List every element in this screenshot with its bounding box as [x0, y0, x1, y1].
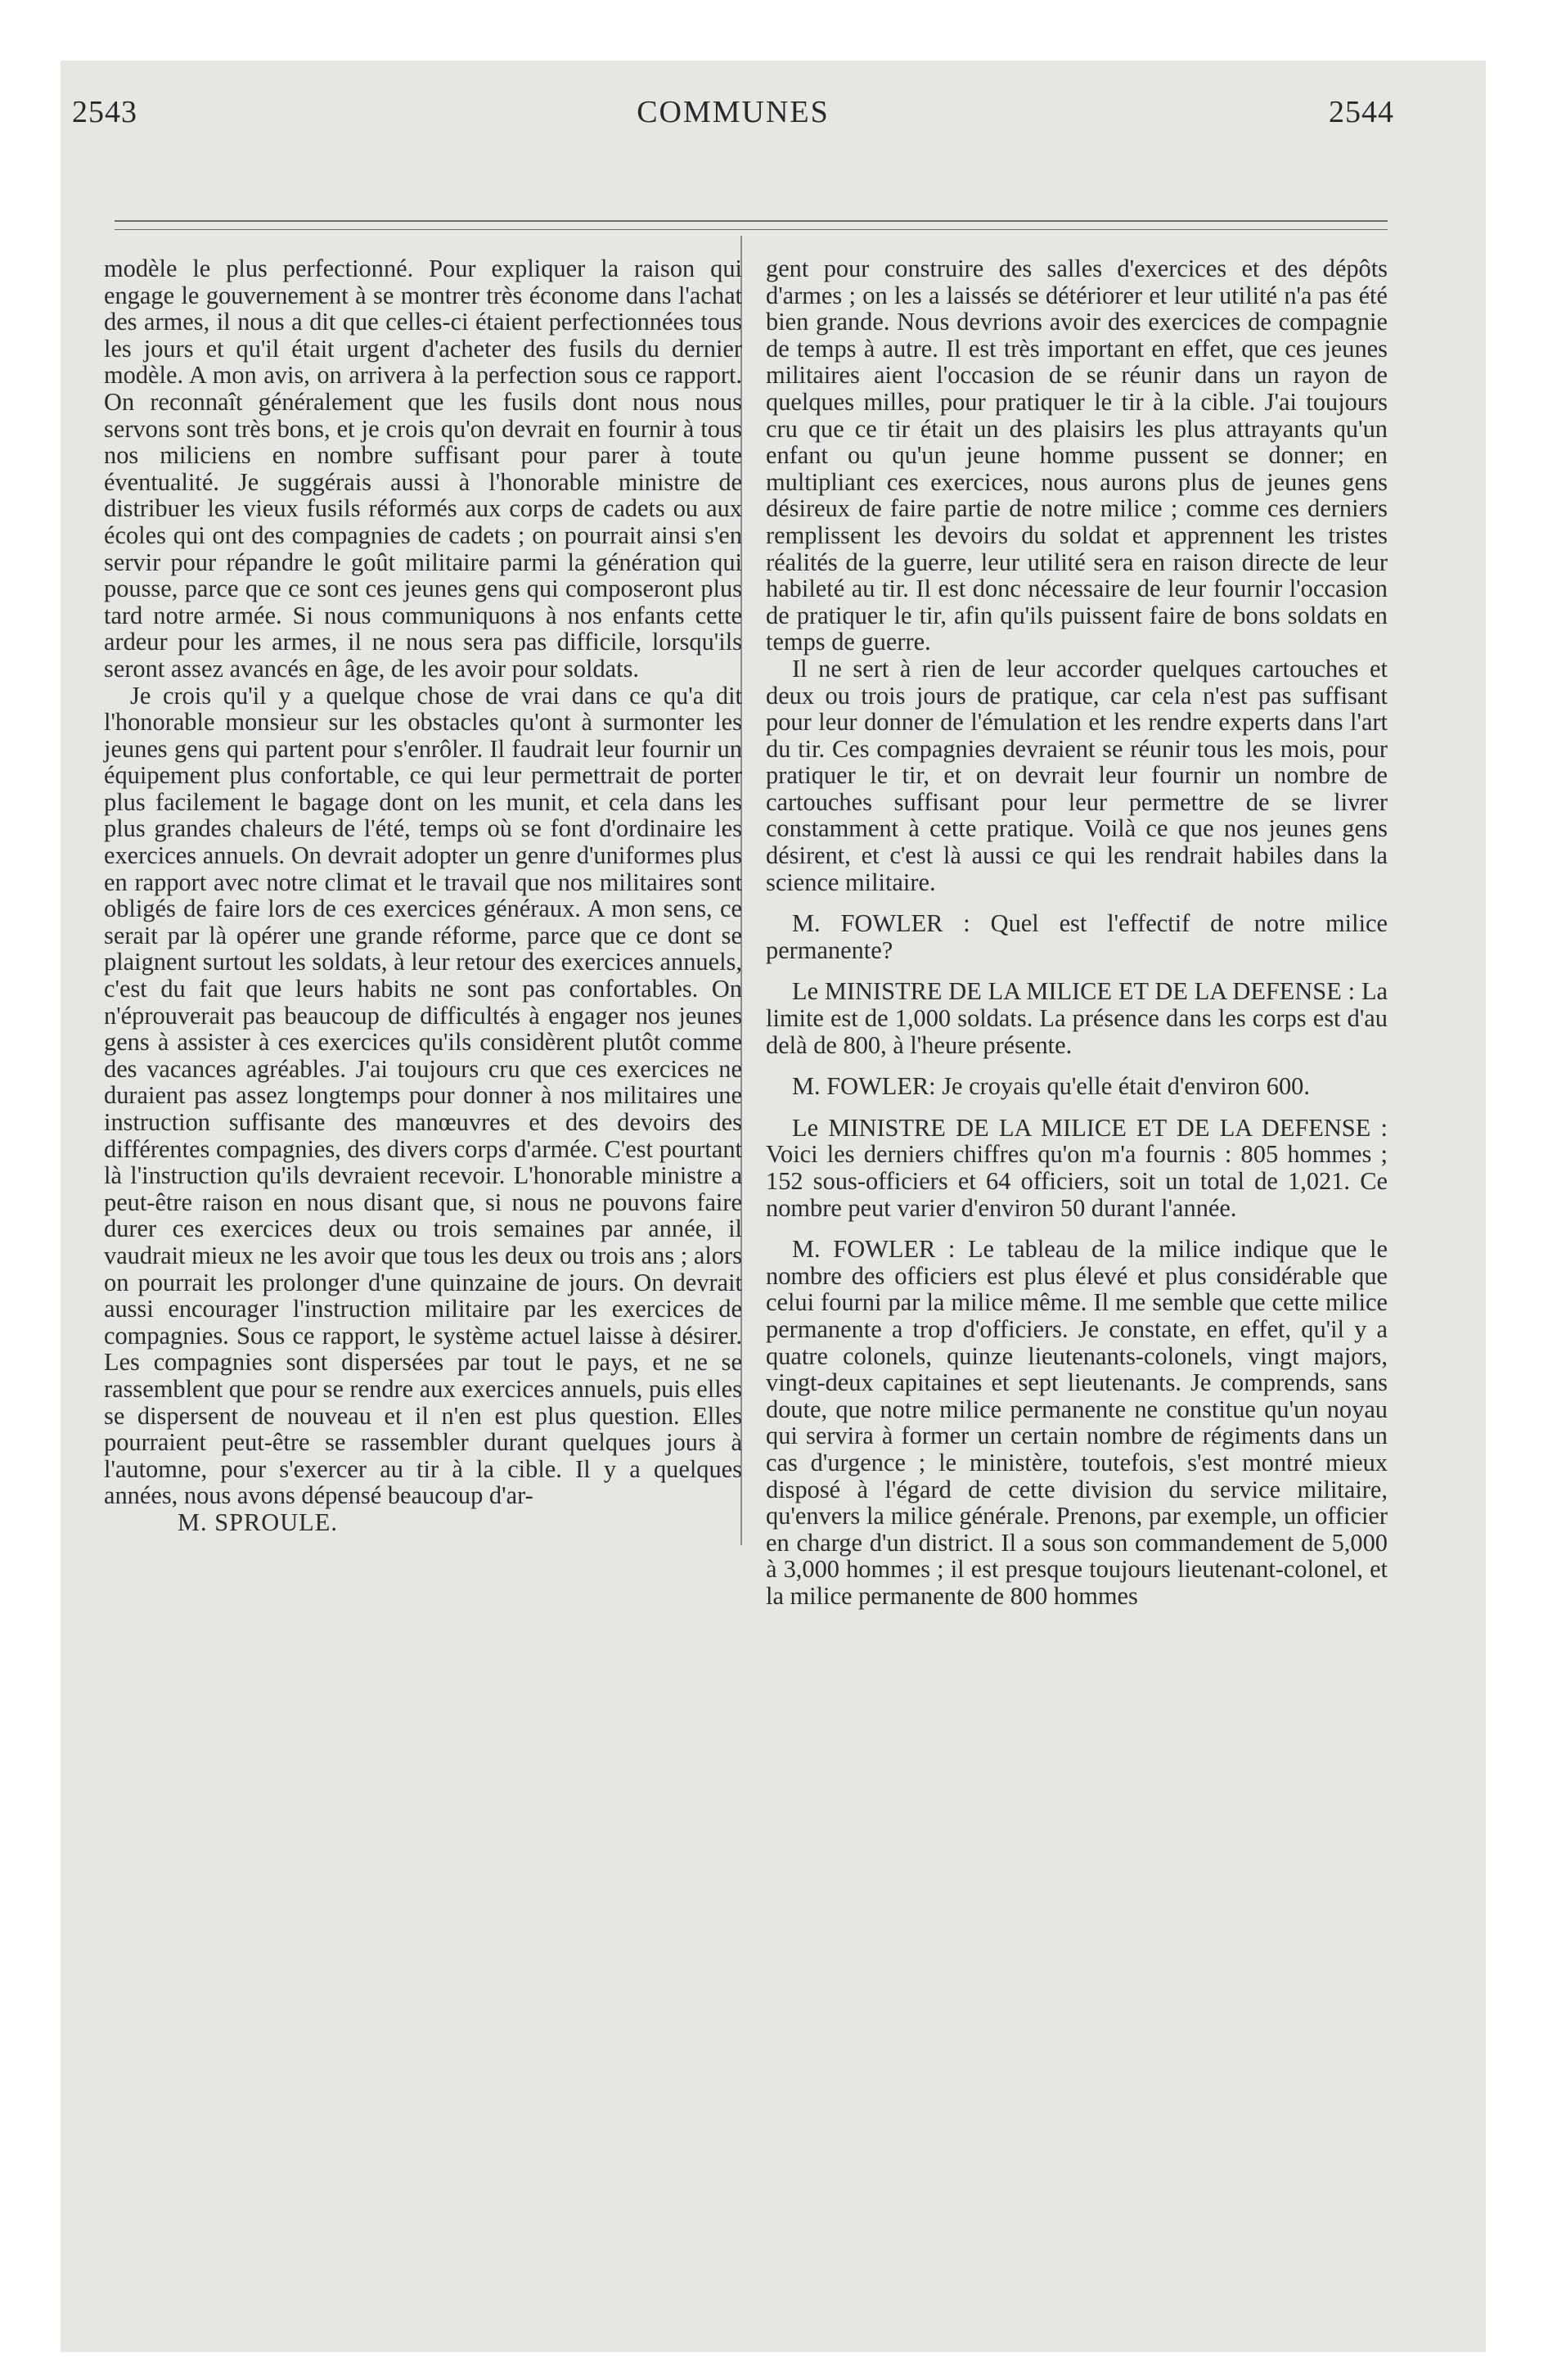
speech-minister: Le MINISTRE DE LA MILICE ET DE LA DEFENSE : La limite est de 1,000 soldats. La présence dans les corps est d'au delà de 800, à l'heure présente. [766, 977, 1388, 1059]
speech-fowler: M. FOWLER: Je croyais qu'elle était d'environ 600. [792, 1072, 1310, 1101]
speaker-name: M. SPROULE. [178, 1508, 338, 1536]
paragraph: modèle le plus perfectionné. Pour expliquer la raison qui engage le gouvernement à se montrer très économe dans l'achat des armes, il nous a dit que celles-ci étaient perfectionnées tous les jours et qu'il était urgent d'acheter des fusils du dernier modèle. A mon avis, on arrivera à la perfection sous ce rapport. On reconnaît généralement que les fusils dont nous nous servons sont très bons, et je crois qu'on devrait en fournir à tous nos miliciens en nombre suffisant pour parer à toute éventualité. Je suggérais aussi à l'honorable ministre de distribuer les vieux fusils réformés aux corps de cadets ou aux écoles qui ont des compagnies de cadets ; on pourrait ainsi s'en servir pour répandre le goût militaire parmi la génération qui pousse, parce que ce sont ces jeunes gens qui composeront plus tard notre armée. Si nous communiquons à nos enfants cette ardeur pour les armes, il ne nous sera pas difficile, lorsqu'ils seront assez avancés en âge, de les avoir pour soldats. [104, 255, 742, 683]
page-header [72, 94, 1394, 151]
page-number-right: 2544 [1329, 95, 1394, 129]
speech-fowler: M. FOWLER : Le tableau de la milice indique que le nombre des officiers est plus élevé et plus considérable que celui fourni par la milice même. Il me semble que cette milice permanente a trop d'officiers. Je constate, en effet, qu'il y a quatre colonels, quinze lieutenants-colonels, vingt majors, vingt-deux capitaines et sept lieutenants. Je comprends, sans doute, que notre milice permanente ne constitue qu'un noyau qui servira à former un certain nombre de régiments dans un cas d'urgence ; le ministère, toutefois, s'est montré mieux disposé à l'égard de cette division du service militaire, qu'envers la milice générale. Prenons, par exemple, un officier en charge d'un district. Il a sous son commandement de 5,000 à 3,000 hommes ; il est presque toujours lieutenant-colonel, et la milice permanente de 800 hommes [766, 1235, 1388, 1610]
speech-fowler: M. FOWLER : Quel est l'effectif de notre milice permanente? [766, 909, 1388, 964]
speech-minister: Le MINISTRE DE LA MILICE ET DE LA DEFENSE : Voici les derniers chiffres qu'on m'a fournis : 805 hommes ; 152 sous-officiers et 64 officiers, soit un total de 1,021. Ce nombre peut varier d'environ 50 durant l'année. [766, 1113, 1388, 1222]
page-number-left: 2543 [72, 95, 137, 129]
paragraph: Il ne sert à rien de leur accorder quelques cartouches et deux ou trois jours de pratique, car cela n'est pas suffisant pour leur donner de l'émulation et les rendre experts dans l'art du tir. Ces compagnies devraient se réunir tous les mois, pour pratiquer le tir, et on devrait leur fournir un nombre de cartouches suffisant pour leur permettre de se livrer constamment à cette pratique. Voilà ce que nos jeunes gens désirent, et c'est là aussi ce qui les rendrait habiles dans la science militaire. [766, 654, 1388, 896]
right-column [766, 255, 1388, 1610]
left-column [104, 255, 742, 1536]
header-rule [115, 220, 1388, 222]
header-rule-thin [115, 229, 1388, 230]
page-title: COMMUNES [637, 95, 830, 129]
paragraph: Je crois qu'il y a quelque chose de vrai dans ce qu'a dit l'honorable monsieur sur les obstacles qu'ont à surmonter les jeunes gens qui partent pour s'enrôler. Il faudrait leur fournir un équipement plus confortable, ce qui leur permettrait de porter plus facilement le bagage dont on les munit, et cela dans les plus grandes chaleurs de l'été, temps où se font d'ordinaire les exercices annuels. On devrait adopter un genre d'uniformes plus en rapport avec notre climat et le travail que nos militaires sont obligés de faire lors de ces exercices généraux. A mon sens, ce serait par là opérer une grande réforme, parce que ce dont se plaignent surtout les soldats, à leur retour des exercices annuels, c'est du fait que leurs habits ne sont pas confortables. On n'éprouverait pas beaucoup de difficultés à engager nos jeunes gens à assister à ces exercices qu'ils considèrent plutôt comme des vacances agréables. J'ai toujours cru que ces exercices ne duraient pas assez longtemps pour donner à nos militaires une instruction suffisante des manœuvres et des devoirs des différentes compagnies, des divers corps d'armée. C'est pourtant là l'instruction qu'ils devraient recevoir. L'honorable ministre a peut-être raison en nous disant que, si nous ne pouvons faire durer ces exercices deux ou trois semaines par année, il vaudrait mieux ne les avoir que tous les deux ou trois ans ; alors on pourrait les prolonger d'une quinzaine de jours. On devrait aussi encourager l'instruction militaire par les exercices de compagnies. Sous ce rapport, le système actuel laisse à désirer. Les compagnies sont dispersées par tout le pays, et ne se rassemblent que pour se rendre aux exercices annuels, puis elles se dispersent de nouveau et il n'en est plus question. Elles pourraient peut-être se rassembler durant quelques jours à l'automne, pour s'exercer au tir à la cible. Il y a quelques années, nous avons dépensé beaucoup d'ar- [104, 681, 742, 1510]
paragraph: gent pour construire des salles d'exercices et des dépôts d'armes ; on les a laissés se détériorer et leur utilité n'a pas été bien grande. Nous devrions avoir des exercices de compagnie de temps à autre. Il est très important en effet, que ces jeunes militaires aient l'occasion de se réunir dans un rayon de quelques milles, pour pratiquer le tir à la cible. J'ai toujours cru que ce tir était un des plaisirs les plus attrayants qu'un enfant ou qu'un jeune homme pussent se donner; en multipliant ces exercices, nous aurons plus de jeunes gens désireux de faire partie de notre milice ; comme ces derniers remplissent les devoirs du soldat et apprennent les tristes réalités de la guerre, leur utilité sera en raison directe de leur habileté au tir. Il est donc nécessaire de leur fournir l'occasion de pratiquer le tir, afin qu'ils puissent faire de bons soldats en temps de guerre. [766, 255, 1388, 656]
